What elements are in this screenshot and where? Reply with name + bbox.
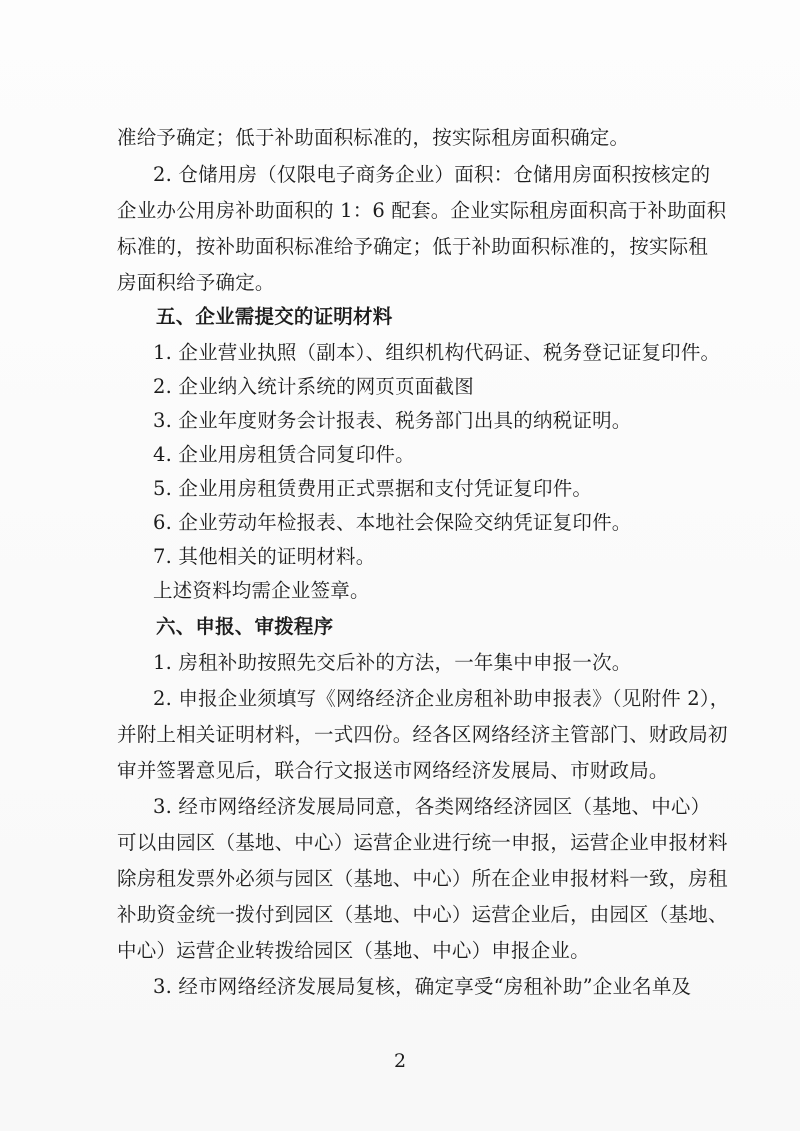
- paragraph-line: 除房租发票外必须与园区（基地、中心）所在企业申报材料一致，房租: [117, 867, 728, 890]
- list-item: 1. 房租补助按照先交后补的方法，一年集中申报一次。: [153, 651, 632, 674]
- paragraph-line: 房面积给予确定。: [117, 271, 275, 294]
- list-item: 6. 企业劳动年检报表、本地社会保险交纳凭证复印件。: [153, 511, 632, 534]
- section-heading: 五、企业需提交的证明材料: [156, 305, 393, 328]
- list-item: 4. 企业用房租赁合同复印件。: [153, 443, 415, 466]
- paragraph-line: 3. 经市网络经济发展局同意，各类网络经济园区（基地、中心）: [153, 795, 711, 818]
- paragraph-line: 并附上相关证明材料，一式四份。经各区网络经济主管部门、财政局初: [117, 723, 728, 746]
- paragraph-line: 准给予确定；低于补助面积标准的，按实际租房面积确定。: [117, 126, 630, 149]
- paragraph-line: 标准的，按补助面积标准给予确定；低于补助面积标准的，按实际租: [117, 235, 709, 258]
- list-item: 5. 企业用房租赁费用正式票据和支付凭证复印件。: [153, 477, 593, 500]
- list-item: 1. 企业营业执照（副本）、组织机构代码证、税务登记证复印件。: [153, 341, 721, 364]
- paragraph-line: 2. 申报企业须填写《网络经济企业房租补助申报表》（见附件 2），: [153, 687, 730, 710]
- list-item: 3. 企业年度财务会计报表、税务部门出具的纳税证明。: [153, 409, 632, 432]
- paragraph-line: 中心）运营企业转拨给园区（基地、中心）申报企业。: [117, 939, 590, 962]
- paragraph-line: 3. 经市网络经济发展局复核，确定享受“房租补助”企业名单及: [153, 975, 692, 998]
- list-item: 2. 企业纳入统计系统的网页页面截图: [153, 375, 474, 398]
- section-heading: 六、申报、审拨程序: [156, 615, 334, 638]
- page-number: 2: [393, 1050, 407, 1072]
- list-item: 7. 其他相关的证明材料。: [153, 545, 376, 568]
- paragraph-line: 上述资料均需企业签章。: [153, 579, 370, 602]
- paragraph-line: 审并签署意见后，联合行文报送市网络经济发展局、市财政局。: [117, 759, 669, 782]
- paragraph-line: 可以由园区（基地、中心）运营企业进行统一申报，运营企业申报材料: [117, 831, 728, 854]
- paragraph-line: 企业办公用房补助面积的 1：6 配套。企业实际租房面积高于补助面积: [117, 199, 727, 222]
- paragraph-line: 2. 仓储用房（仅限电子商务企业）面积：仓储用房面积按核定的: [153, 163, 711, 186]
- paragraph-line: 补助资金统一拨付到园区（基地、中心）运营企业后，由园区（基地、: [117, 903, 728, 926]
